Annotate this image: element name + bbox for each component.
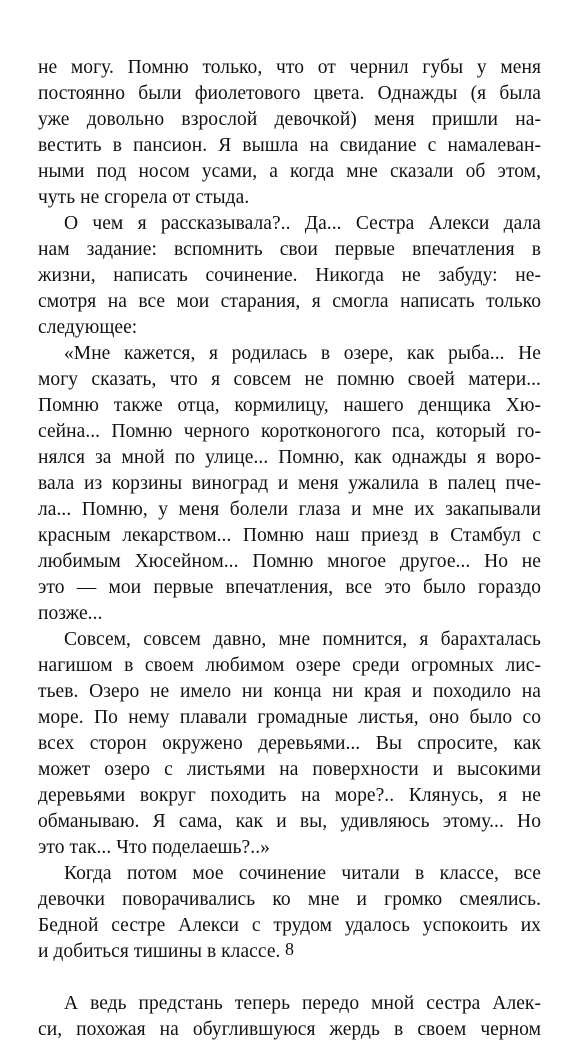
body-text [38, 55, 541, 1043]
text-line: могу сказать, что я совсем не помню своей матери... [38, 369, 541, 390]
text-line: О чем я рассказывала?.. Да... Сестра Алекси дала [64, 213, 541, 234]
text-line: любимым Хюсейном... Помню многое другое... Но не [38, 551, 541, 572]
text-line: девочки поворачивались ко мне и громко смеялись. [38, 889, 541, 910]
text-line: всех сторон окружено деревьями... Вы спросите, как [38, 733, 541, 754]
text-line: чуть не сгорела от стыда. [38, 187, 250, 208]
text-line: Помню также отца, кормилицу, нашего денщика Хю- [38, 395, 541, 416]
text-line: ными под носом усами, а когда мне сказали об этом, [38, 161, 541, 182]
text-line: море. По нему плавали громадные листья, оно было со [38, 707, 541, 728]
text-line: смотря на все мои старания, я смогла написать только [38, 291, 541, 312]
text-line: жизни, написать сочинение. Никогда не забуду: не- [38, 265, 541, 286]
text-line: и добиться тишины в классе. [38, 941, 281, 962]
text-line: может озеро с листьями на поверхности и высокими [38, 759, 541, 780]
text-line: «Мне кажется, я родилась в озере, как рыба... Не [64, 343, 541, 364]
text-line: вестить в пансион. Я вышла на свидание с намалеван- [38, 135, 541, 156]
text-line: вала из корзины виноград и меня ужалила в палец пче- [38, 473, 541, 494]
text-line: сейна... Помню черного коротконогого пса, который го- [38, 421, 541, 442]
text-line: красным лекарством... Помню наш приезд в Стамбул с [38, 525, 541, 546]
section-gap [38, 965, 541, 991]
text-line: А ведь предстань теперь передо мной сестра Алек- [64, 993, 541, 1014]
text-line: ла... Помню, у меня болели глаза и мне их закапывали [38, 499, 541, 520]
text-line: постоянно были фиолетового цвета. Однажды (я была [38, 83, 541, 104]
text-line: си, похожая на обуглившуюся жердь в своем черном [38, 1019, 541, 1040]
text-line: деревьями вокруг походить на море?.. Клянусь, я не [38, 785, 541, 806]
text-line: это — мои первые впечатления, все это было гораздо [38, 577, 541, 598]
text-line: уже довольно взрослой девочкой) меня пришли на- [38, 109, 541, 130]
text-line: нялся за мной по улице... Помню, как однажды я воро- [38, 447, 541, 468]
text-line: нам задание: вспомнить свои первые впечатления в [38, 239, 541, 260]
text-line: Когда потом мое сочинение читали в классе, все [64, 863, 541, 884]
text-line: позже... [38, 603, 103, 624]
text-line: Бедной сестре Алекси с трудом удалось успокоить их [38, 915, 541, 936]
text-line: не могу. Помню только, что от чернил губы у меня [38, 57, 541, 78]
text-line: нагишом в своем любимом озере среди огромных лис- [38, 655, 541, 676]
text-line: тьев. Озеро не имело ни конца ни края и походило на [38, 681, 541, 702]
text-line: это так... Что поделаешь?..» [38, 837, 270, 858]
text-line: Совсем, совсем давно, мне помнится, я барахталась [64, 629, 541, 650]
text-line: следующее: [38, 317, 138, 338]
text-line: обманываю. Я сама, как и вы, удивляюсь этому... Но [38, 811, 541, 832]
page-number: 8 [285, 939, 294, 959]
